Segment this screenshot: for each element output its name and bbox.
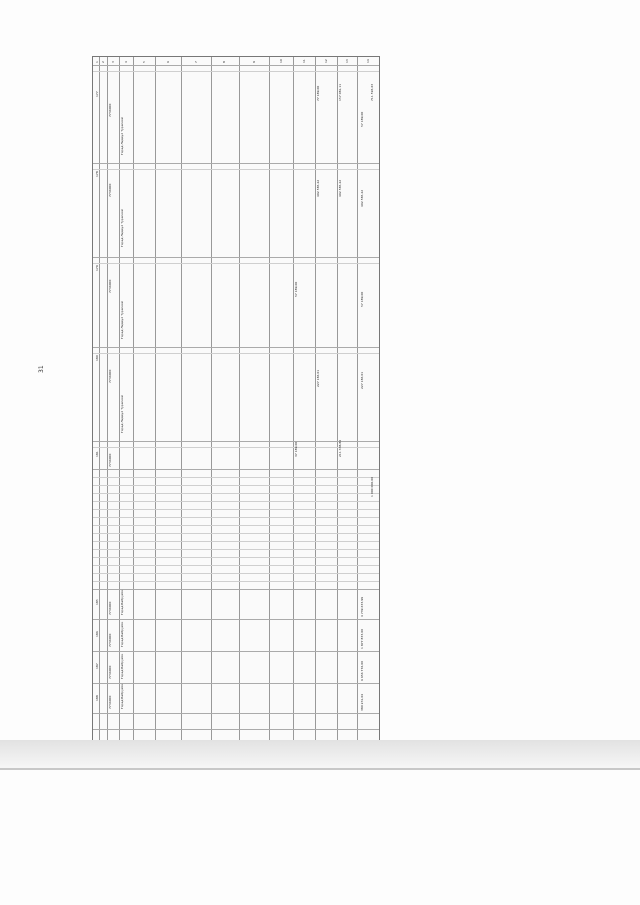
row-value: 57 189,00 [360,111,364,127]
page-number: 31 [38,365,45,373]
col-divider [293,57,294,740]
row-divider [93,257,379,258]
row-number: 185 [95,599,99,605]
header-number: 2 [101,61,105,63]
header-number: 7 [194,61,198,63]
row-value: 402 585,22 [360,189,364,207]
row-divider [93,533,379,534]
row-divider [93,493,379,494]
total-value: 37 189,00 [294,441,298,457]
row-number: 179 [95,265,99,271]
scan-edge [0,768,640,770]
row-value: 380 231,04 [360,693,364,711]
row-number: 180 [95,355,99,361]
header-number: 11 [302,59,306,63]
total-value: 402 585,22 [338,179,342,197]
row-number: 186 [95,631,99,637]
row-divider [93,169,379,170]
col-divider [99,57,100,740]
row-divider [93,501,379,502]
header-number: 10 [279,59,283,63]
header-number: 14 [366,59,370,63]
row-value: 6 656 776,00 [360,660,364,681]
col-divider [133,57,134,740]
total-value: 1 000 000,00 [370,476,374,497]
col-divider [211,57,212,740]
row-value: 57 189,00 [360,291,364,307]
row-place: Горад Лидаул Туреской [120,209,124,247]
row-divider [93,65,379,66]
header-number: 1 [95,61,99,63]
row-divider [93,683,379,684]
header-number: 12 [324,59,328,63]
row-number: 188 [95,695,99,701]
total-value: 157 081,11 [338,83,342,101]
row-place: Горад Лидаул Туреской [120,301,124,339]
row-divider [93,517,379,518]
row-divider [93,713,379,714]
row-code: 7734000 [108,633,112,647]
row-place: Горад Бабруйск [120,621,124,647]
row-number: 187 [95,663,99,669]
header-number: 3 [111,61,115,63]
col-divider [269,57,270,740]
row-divider [93,525,379,526]
row-divider [93,485,379,486]
row-place: Горад Бабруйск [120,683,124,709]
row-divider [93,347,379,348]
row-place: Горад Бабруйск [120,589,124,615]
row-divider [93,549,379,550]
row-number: 177 [95,91,99,97]
col-divider [181,57,182,740]
row-value: 227 183,01 [360,371,364,389]
header-number: 4 [124,61,128,63]
total-value: 711 593,63 [370,83,374,101]
row-divider [93,263,379,264]
row-divider [93,163,379,164]
row-place: Горад Бабруйск [120,653,124,679]
row-code: 7734000 [108,369,112,383]
total-value: 57 189,00 [294,281,298,297]
row-divider [93,477,379,478]
row-divider [93,729,379,730]
header-number: 9 [252,61,256,63]
row-value: 1 877 873,00 [360,628,364,649]
row-place: Горад Лидаул Туреской [120,395,124,433]
rotated-table [92,56,380,741]
row-divider [93,71,379,72]
scan-shadow [0,740,640,770]
header-number: 6 [166,61,170,63]
col-divider [337,57,338,740]
row-value: 4 739 673,99 [360,596,364,617]
row-code: 7734000 [108,279,112,293]
col-divider [357,57,358,740]
row-divider [93,573,379,574]
col-divider [155,57,156,740]
total-value: 227 183,01 [316,369,320,387]
row-code: 7734000 [108,665,112,679]
total-value: 402 585,22 [316,179,320,197]
row-number: 181 [95,451,99,457]
row-code: 7734000 [108,601,112,615]
row-code: 7734000 [108,183,112,197]
row-divider [93,581,379,582]
header-number: 13 [345,59,349,63]
row-code: 7734000 [108,103,112,117]
row-divider [93,353,379,354]
row-number: 178 [95,171,99,177]
total-value: 211 338,84 [338,439,342,457]
row-divider [93,651,379,652]
row-divider [93,541,379,542]
row-divider [93,557,379,558]
header-number: 8 [222,61,226,63]
col-divider [315,57,316,740]
header-number: 5 [142,61,146,63]
row-divider [93,619,379,620]
row-divider [93,589,379,590]
row-code: 7734000 [108,453,112,467]
row-divider [93,469,379,470]
total-value: 77 189,00 [316,85,320,101]
row-divider [93,447,379,448]
row-divider [93,565,379,566]
row-place: Горад Лидаул Туреской [120,117,124,155]
row-code: 7734000 [108,695,112,709]
col-divider [239,57,240,740]
row-divider [93,441,379,442]
row-divider [93,509,379,510]
